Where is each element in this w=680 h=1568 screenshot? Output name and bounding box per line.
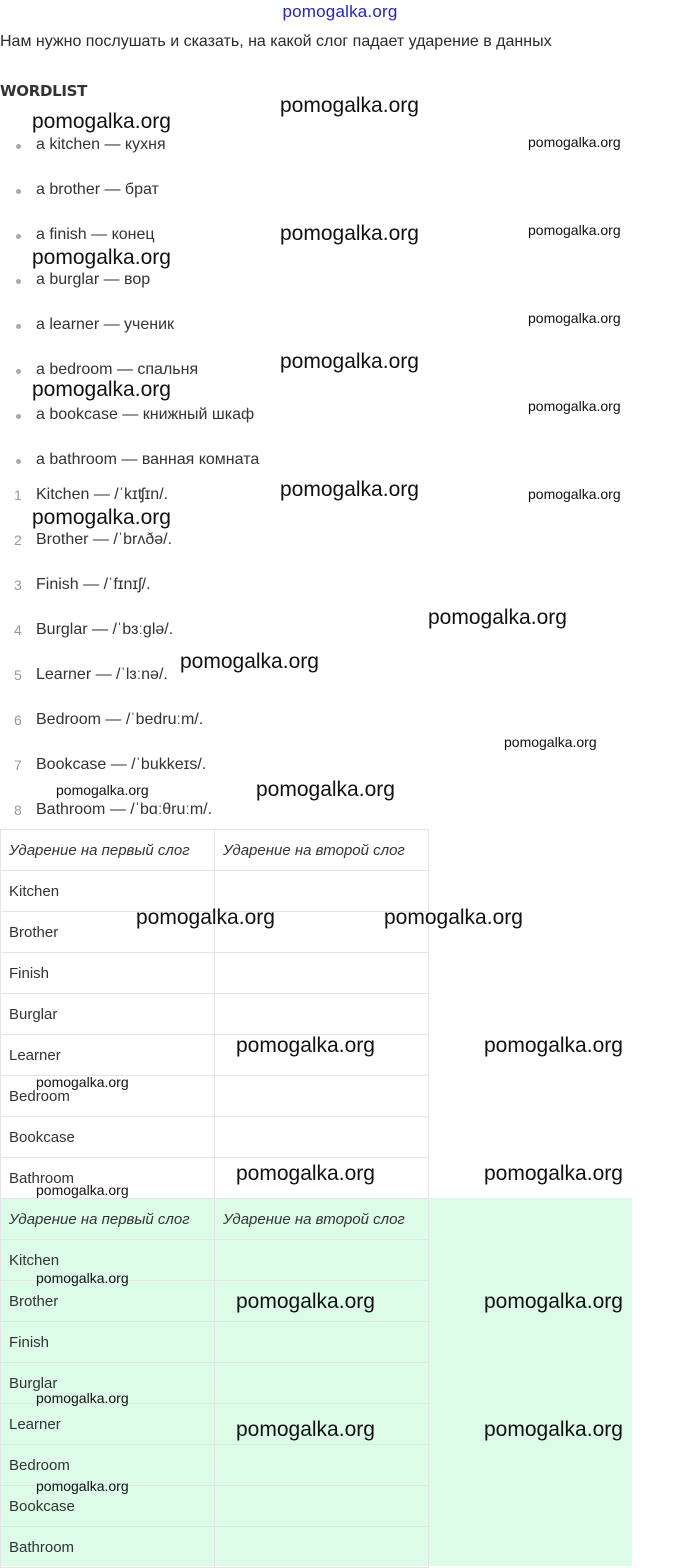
table-row [1,1281,429,1322]
table-cell-empty [215,1363,429,1404]
list-item [0,451,400,473]
transcription-text: Learner — /ˈlɜːnə/. [36,666,168,683]
list-item [0,621,400,643]
table-header-row [1,830,429,871]
watermark: pomogalka.org [528,310,621,326]
watermark: pomogalka.org [236,1162,375,1185]
table-cell: Bathroom [1,1527,215,1568]
table-cell-empty [215,1281,429,1322]
watermark: pomogalka.org [236,1034,375,1057]
table-cell-empty [215,1322,429,1363]
bullet-icon [16,189,21,194]
wordlist-item-text: a bedroom — спальня [36,361,199,378]
list-item [0,756,400,778]
watermark: pomogalka.org [504,734,597,750]
table-cell-empty [215,994,429,1035]
watermark: pomogalka.org [32,246,171,269]
watermark: pomogalka.org [484,1418,623,1441]
wordlist-item-text: a brother — брат [36,181,159,198]
list-item [0,801,400,823]
table-cell: Bookcase [1,1117,215,1158]
list-item [0,181,400,203]
watermark: pomogalka.org [36,1182,129,1198]
list-item [0,711,400,733]
bullet-icon [16,414,21,419]
table-cell-empty [215,1404,429,1445]
table-cell: Burglar [1,994,215,1035]
table-cell: Finish [1,953,215,994]
table-row [1,1363,429,1404]
site-logo[interactable]: pomogalka.org [282,2,398,21]
table-row [1,871,429,912]
item-number: 4 [14,622,22,638]
table-row [1,1486,429,1527]
watermark: pomogalka.org [32,378,171,401]
watermark: pomogalka.org [256,778,395,801]
table-cell-empty [215,1445,429,1486]
intro-text: Нам нужно послушать и сказать, на какой слог падает ударение в данных [0,33,552,50]
table-row [1,1158,429,1199]
bullet-icon [16,459,21,464]
list-item [0,316,400,338]
table-cell: Kitchen [1,1240,215,1281]
header-second-syllable: Ударение на второй слог [215,830,429,871]
transcription-text: Burglar — /ˈbɜːglə/. [36,621,174,638]
list-item [0,576,400,598]
list-item [0,226,400,248]
watermark: pomogalka.org [36,1478,129,1494]
table-cell-empty [215,1240,429,1281]
watermark: pomogalka.org [236,1418,375,1441]
table-cell-empty [215,1117,429,1158]
bullet-icon [16,279,21,284]
watermark: pomogalka.org [484,1290,623,1313]
table-cell: Bedroom [1,1445,215,1486]
wordlist-item-text: a burglar — вор [36,271,151,288]
watermark: pomogalka.org [32,506,171,529]
table-cell: Bathroom [1,1158,215,1199]
list-item [0,531,400,553]
watermark: pomogalka.org [36,1074,129,1090]
wordlist-item-text: a bathroom — ванная комната [36,451,260,468]
bullet-icon [16,369,21,374]
table-cell-empty [215,1035,429,1076]
item-number: 8 [14,802,22,818]
table-cell: Brother [1,1281,215,1322]
watermark: pomogalka.org [528,222,621,238]
transcription-text: Bookcase — /ˈbukkeɪs/. [36,756,207,773]
transcription-text: Kitchen — /ˈkɪʧɪn/. [36,486,169,503]
watermark: pomogalka.org [136,906,275,929]
watermark: pomogalka.org [528,398,621,414]
item-number: 1 [14,487,22,503]
list-item [0,666,400,688]
table-row [1,1117,429,1158]
watermark: pomogalka.org [484,1162,623,1185]
watermark: pomogalka.org [280,350,419,373]
watermark: pomogalka.org [56,782,149,798]
table-cell-empty [215,1486,429,1527]
watermark: pomogalka.org [32,110,171,133]
wordlist-item-text: a bookcase — книжный шкаф [36,406,255,423]
table-cell: Burglar [1,1363,215,1404]
table-row [1,1445,429,1486]
watermark: pomogalka.org [484,1034,623,1057]
list-item [0,136,400,158]
wordlist-item-text: a kitchen — кухня [36,136,166,153]
list-item [0,406,400,428]
bullet-icon [16,234,21,239]
bullet-icon [16,324,21,329]
transcription-text: Bedroom — /ˈbedruːm/. [36,711,204,728]
table-cell: Kitchen [1,871,215,912]
table-cell-empty [215,953,429,994]
table-cell-empty [215,912,429,953]
table-row [1,1076,429,1117]
transcription-text: Brother — /ˈbrʌðə/. [36,531,173,548]
watermark: pomogalka.org [280,222,419,245]
table-cell-empty [215,1527,429,1568]
item-number: 3 [14,577,22,593]
transcription-text: Finish — /ˈfɪnɪʃ/. [36,576,151,593]
watermark: pomogalka.org [528,134,621,150]
watermark: pomogalka.org [180,650,319,673]
item-number: 2 [14,532,22,548]
table-cell: Bookcase [1,1486,215,1527]
watermark: pomogalka.org [280,94,419,117]
table-row [1,1322,429,1363]
table-row [1,1035,429,1076]
stress-table [0,829,429,1199]
watermark: pomogalka.org [384,906,523,929]
answer-table [0,1198,429,1568]
table-cell-empty [215,871,429,912]
watermark: pomogalka.org [36,1390,129,1406]
watermark: pomogalka.org [280,478,419,501]
header-first-syllable: Ударение на первый слог [1,830,215,871]
item-number: 7 [14,757,22,773]
table-cell-empty [215,1158,429,1199]
table-cell: Finish [1,1322,215,1363]
table-cell: Bedroom [1,1076,215,1117]
wordlist-item-text: a learner — ученик [36,316,175,333]
list-item [0,271,400,293]
item-number: 6 [14,712,22,728]
watermark: pomogalka.org [236,1290,375,1313]
table-header-row [1,1199,429,1240]
table-cell: Brother [1,912,215,953]
table-row [1,1527,429,1568]
table-cell: Learner [1,1404,215,1445]
table-cell: Learner [1,1035,215,1076]
transcription-text: Bathroom — /ˈbɑːθruːm/. [36,801,213,818]
table-cell-empty [215,1076,429,1117]
item-number: 5 [14,667,22,683]
list-item [0,361,400,383]
wordlist-title: WORDLIST [0,82,88,100]
watermark: pomogalka.org [428,606,567,629]
watermark: pomogalka.org [528,486,621,502]
table-row [1,1404,429,1445]
wordlist-item-text: a finish — конец [36,226,155,243]
header-first-syllable: Ударение на первый слог [1,1199,215,1240]
table-row [1,953,429,994]
watermark: pomogalka.org [36,1270,129,1286]
table-row [1,994,429,1035]
table-row [1,1240,429,1281]
table-row [1,912,429,953]
header-second-syllable: Ударение на второй слог [215,1199,429,1240]
bullet-icon [16,144,21,149]
list-item [0,486,400,508]
